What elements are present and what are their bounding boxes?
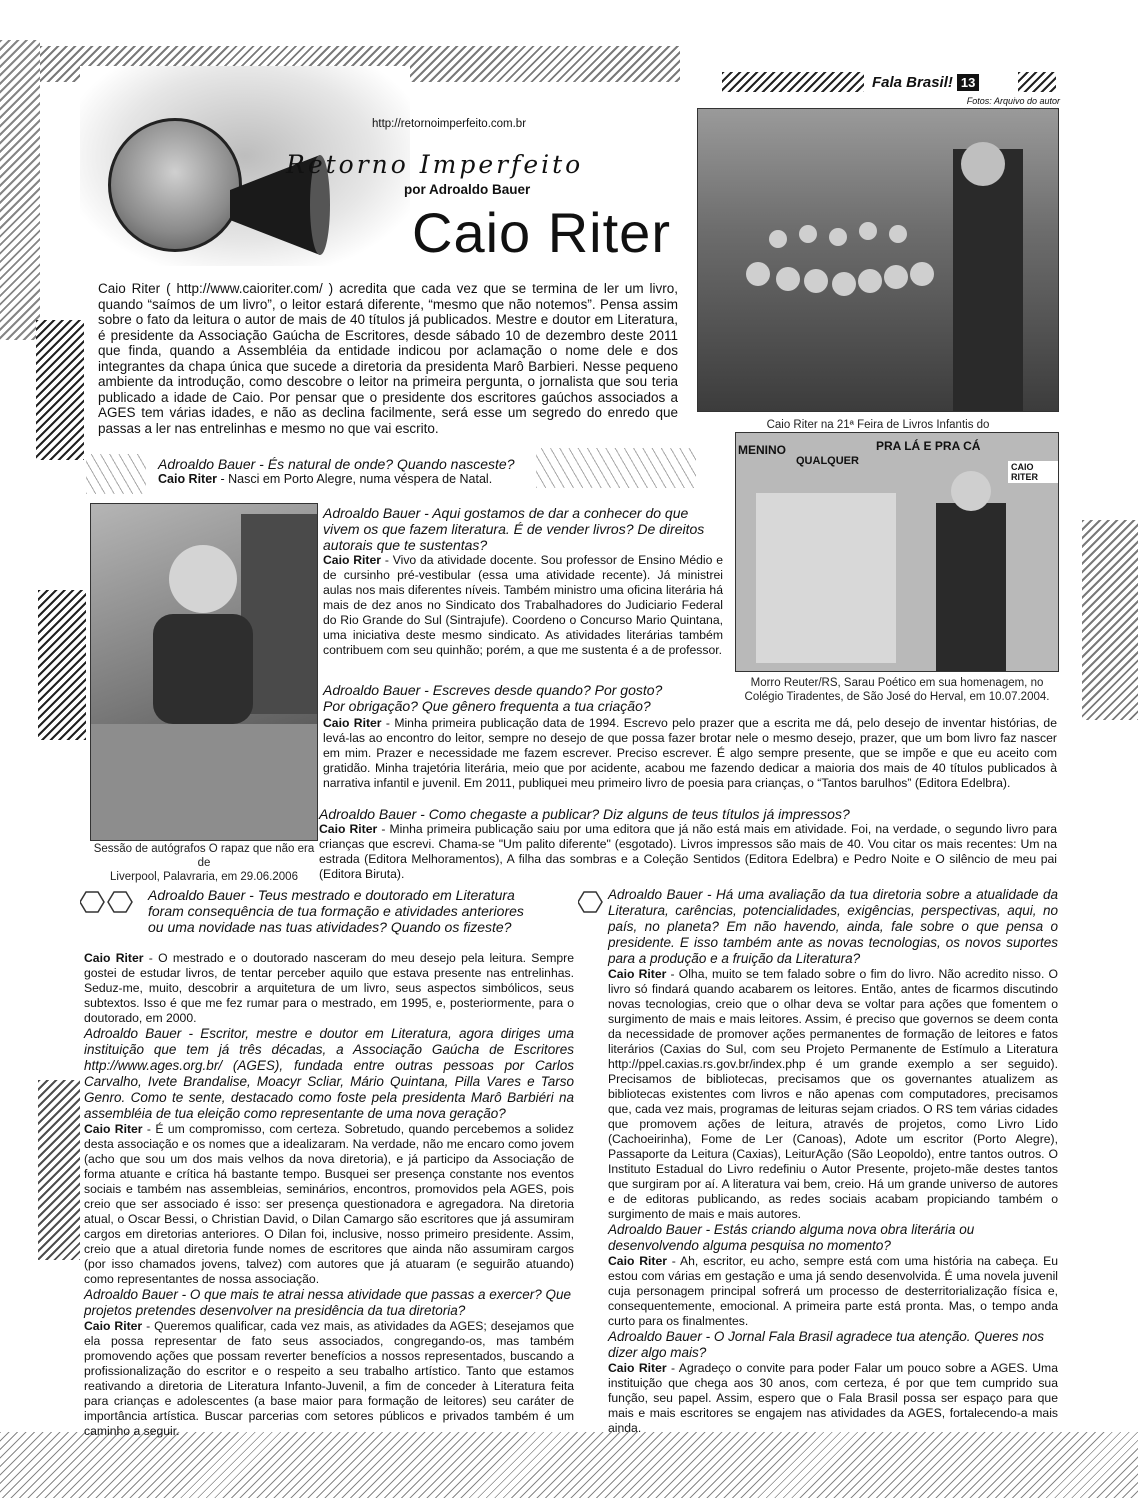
question-5: - Teus mestrado e doutorado em Literatura foram consequência de tua formação e atividades anteriores ou uma novidade nas tuas atividades? Quando os fizeste?: [148, 887, 524, 935]
crowd-figures: [698, 109, 1058, 411]
interviewee-name: Caio Riter: [323, 553, 381, 567]
header-hatch-1: [722, 72, 864, 92]
interviewer-name: Adroaldo Bauer: [323, 505, 421, 521]
left-hatch-mid: [36, 320, 84, 460]
interviewer-name: Adroaldo Bauer: [323, 682, 421, 698]
qa-4: [319, 806, 1057, 882]
answer-3: - Minha primeira publicação data de 1994. Escrevo pelo prazer que a escrita me dá, pelo desejo de inventar histórias, de levá-las ao encontro do leitor, sempre no desejo de que possa fazer brotar nele o mesmo desejo, prazer, que um bom livro faz nascer em mim. Prazer e necessidade me fazem escrever. Preciso escrever. É algo sempre presente, que se impõe e que eu aceito com gratidão. Minha trajetória literária, meio que por acidente, acabou me fazendo dedicar a maioria dos mais de 40 títulos publicados à narrativa infantil e juvenil. Em 2011, publiquei meu primeiro livro de poesia para crianças, o “Tantos barulhos” (Editora Edelbra).: [323, 716, 1057, 790]
headline: Caio Riter: [412, 201, 671, 264]
interviewee-name: Caio Riter: [608, 1361, 667, 1375]
answer-8: - Olha, muito se tem falado sobre o fim do livro. Não acredito nisso. O livro só findará quando acabarem os leitores. Então, antes de ficarmos discutindo novas tecnologias, creio que o olhar deva se voltar para ações que fomentem o surgimento de mais e mais leitores. Assim, é preciso que governos se deem conta da necessidade de promover ações permanentes de formação de leitores e fatos literários (Caxias do Sul, com seu Projeto Permanente de Estímulo a Literatura http://ppel.caxias.rs.gov.br/index.php é um grande exemplo a ser seguido). Precisamos de bibliotecas, precisamos que os governantes atualizem as bibliotecas existentes com livros e não apenas com computadores, precisamos que, cada vez mais, programas de leituras sejam criados. O RS tem várias cidades que promovem ações de leitura, através de projetos, como Livro Lido (Cachoeirinha), Fome de Ler (Canoas), Adote um escritor (Porto Alegre), Passaporte da Leitura (Caxias), LeiturAção (São Leopoldo), entre tantos outros. O Instituto Estadual do Livro redefiniu o Autor Presente, projeto-mãe destes tantos que surgiram por aí. A literatura vai bem, creio. Há um grande universo de autores e de editoras publicando, as redes sociais acabam propiciando também o surgimento de mais e mais autores.: [608, 967, 1058, 1221]
photo-book-fair: [697, 108, 1059, 412]
interviewee-name: Caio Riter: [608, 1254, 667, 1268]
author-at-table: [91, 504, 317, 840]
question-7: - O que mais te atrai nessa atividade que passas a exercer? Que projetos pretendes desenvolver na presidência da tua diretoria?: [84, 1287, 572, 1318]
section-title: Fala Brasil!: [872, 73, 953, 91]
answer-10: - Agradeço o convite para poder Falar um pouco sobre a AGES. Uma instituição que chega aos 30 anos, com certeza, é por que tem cumprido sua função, seu papel. Assim, espero que o Fala Brasil possa ser espaço para que mais e mais escritores se engajem nas atividades da AGES, fortalecendo-a mais ainda.: [608, 1361, 1058, 1435]
photo-sarau-mural: [735, 432, 1059, 672]
hexagon-icon: [80, 890, 136, 914]
answer-9: - Ah, escritor, eu acho, sempre está com uma história na cabeça. Eu estou com várias em gestação e uma já sendo desenvolvida. É uma novela juvenil cuja personagem principal sofrerá um processo de desterritorialização física e, consequentemente, emocional. A primeira parte está pronta. Mas, o tempo anda curto para os finalmentes.: [608, 1254, 1058, 1328]
right-hatch-mid: [1082, 520, 1138, 720]
question-9: - Estás criando alguma nova obra literária ou desenvolvendo alguma pesquisa no momento?: [608, 1222, 975, 1253]
answer-3-block: [323, 716, 1057, 791]
interviewee-name: Caio Riter: [84, 951, 144, 965]
answer-1: - Nasci em Porto Alegre, numa véspera de Natal.: [217, 472, 493, 486]
left-hatch-top: [0, 40, 40, 340]
photo-autograph-session: [90, 503, 318, 841]
question-2: - Aqui gostamos de dar a conhecer do que vivem os que fazem literatura. É de vender livros? De direitos autorais que te sustentas?: [323, 505, 705, 553]
hex-decor-2: [536, 448, 696, 488]
interviewer-name: Adroaldo Bauer: [319, 806, 417, 822]
left-column-body: [84, 951, 574, 1439]
interviewer-name: Adroaldo Bauer: [608, 1329, 702, 1344]
interviewee-name: Caio Riter: [608, 967, 667, 981]
interviewer-name: Adroaldo Bauer: [84, 1287, 178, 1302]
answer-7: - Queremos qualificar, cada vez mais, as atividades da AGES; desejamos que ela possa representar de fato seus associados, congregando-os, mas também promovendo ações que possam reverter benefícios a nossos representados, buscando a profissionalização do escritor e o respeito a seu trabalho artístico. Tanto que estamos reativando a diretoria de Literatura Infanto-Juvenil, a fim de conceder à Literatura feita para crianças e adolescentes (a base maior para formação de leitores) seu caráter de importância artística. Buscar parcerias com setores públicos e privados também é um caminho a seguir.: [84, 1319, 574, 1438]
photo2-caption-line1: Morro Reuter/RS, Sarau Poético em sua homenagem, no: [750, 677, 1044, 689]
interviewee-name: Caio Riter: [84, 1122, 143, 1136]
photo2-caption: [742, 676, 1052, 704]
qa-2: [323, 505, 723, 658]
header-hatch-2: [1018, 72, 1056, 92]
intro-paragraph: Caio Riter ( http://www.caioriter.com/ ) acredita que cada vez que se termina de ler um livro, quando “saímos de um livro”, o leitor estará diferente, “mesmo que não notemos”. Pensa assim sobre o fato da leitura o autor de mais de 40 títulos já publicados. Mestre e doutor em Literatura, é presidente da Associação Gaúcha de Escritores, desde sábado 10 de dezembro deste 2011 que finda, quando a Assembléia da entidade indicou por aclamação o nome dele e dos integrantes da chapa única que sucede a diretoria da presidenta Marô Barbieri. Nesse pequeno ambiente da introdução, como descobre o leitor na primeira pergunta, o jornalista que sou teria publicado a idade de Caio. Por pensar que o presidente dos escritores gaúchos associados a AGES tem várias idades, e não as declina facilmente, será esse um segredo do enredo que passas a ler nas entrelinhas e mesmo no que vai escrito.: [98, 281, 678, 436]
left-hatch-low: [38, 1080, 80, 1260]
mural-banner-1: MENINO: [738, 443, 786, 457]
interviewer-name: Adroaldo Bauer: [84, 1026, 182, 1041]
hexagon-icon-right: [578, 890, 604, 914]
interviewer-name: Adroaldo Bauer: [608, 887, 703, 902]
byline: por Adroaldo Bauer: [404, 182, 531, 197]
interviewer-name: Adroaldo Bauer: [158, 456, 256, 472]
answer-6: - É um compromisso, com certeza. Sobretudo, quando percebemos a solidez desta associação e os nomes que a idealizaram. Na verdade, não me encaro como jovem (acho que sou um dos mais velhos da nova diretoria), e já participo da Associação de forma atuante e crítica há bastante tempo. Busquei ser presença constante nos eventos sociais e também nas assembleias, seminários, encontros, promovidos pela AGES, pois creio que ser associado é isso: ser presença questionadora e agregadora. Na diretoria atual, o Oscar Bessi, o Christian David, o Dilan Camargo são escritores que já assumiram cargos em diretorias anteriores. O Dilan foi, inclusive, nosso primeiro presidente. Assim, creio que a atual diretoria funde nomes de escritores que ainda não assumiram cargos (por isso chamados jovens, talvez) com autores que já atuaram (e seguirão atuando) como representantes de nossa associação.: [84, 1122, 574, 1286]
answer-2: - Vivo da atividade docente. Sou professor de Ensino Médio e de cursinho pré-vestibular (essa uma atividade recente). Já ministrei aulas nos mais diferentes níveis. Também ministro uma oficina literária há mais de dez anos no Sindicato dos Trabalhadores do Judiciario Federal do Rio Grande do Sul (Sintrajufe). Coordeno o Concurso Mario Quintana, uma iniciativa deste mesmo sindicato. As atividades literárias também contribuem com seu quinhão; porém, a que me sustenta é a de professor.: [323, 553, 723, 657]
column-title: Retorno Imperfeito: [286, 150, 584, 179]
interviewee-name: Caio Riter: [158, 472, 218, 486]
site-url[interactable]: http://retornoimperfeito.com.br: [372, 118, 527, 130]
bottom-pattern: [0, 1432, 1138, 1498]
section-label: [872, 72, 979, 92]
question-3-block: [323, 682, 683, 714]
answer-5: - O mestrado e o doutorado nasceram do meu desejo pela leitura. Sempre gostei de estudar livros, de tentar perceber aquilo que estava presente nas entrelinhas. Seduz-me, muito, descobrir a arquitetura de um livro, seus aspectos simbólicos, seus subtextos. Isso é que me fez rumar para o mestrado, em 1995, e, posteriormente, para o doutorado, em 2000.: [84, 951, 574, 1025]
question-4: - Como chegaste a publicar? Diz alguns de teus títulos já impressos?: [416, 806, 850, 822]
photo3-caption-line1: Sessão de autógrafos O rapaz que não era de: [93, 843, 315, 869]
interviewee-name: Caio Riter: [319, 822, 378, 836]
photo3-caption-line2: Liverpool, Palavraria, em 29.06.2006: [110, 871, 298, 883]
interviewee-name: Caio Riter: [84, 1319, 143, 1333]
question-3: - Escreves desde quando? Por gosto? Por obrigação? Que gênero frequenta a tua criação?: [323, 682, 663, 714]
interviewer-name: Adroaldo Bauer: [148, 887, 246, 903]
mural-banner-2: QUALQUER: [796, 455, 859, 467]
answer-4: - Minha primeira publicação saiu por uma editora que já não está mais em atividade. Foi, na verdade, o segundo livro para crianças que escrevi. Chama-se "Um palito diferente" (esgotado). Livros impressos são mais de 40. Vou citar os mais recentes: Um na estrada (Editora Melhoramentos), A filha das sombras e a Coleção Sentidos (Editora Edelbra) e Pedro Noite e O silêncio de meu pai (Editora Biruta).: [319, 822, 1057, 881]
question-8: - Há uma avaliação da tua diretoria sobre a atualidade da Literatura, carências, potencialidades, exigências, perspectivas, aqui, no país, no planeta? Em não havendo, ainda, fale sobre o que pensa o presidente. E isso também ante as novas tecnologias, os novos suportes para a produção e a fruição da Literatura?: [608, 887, 1058, 966]
mural-sign: CAIO RITER: [1008, 461, 1058, 483]
right-column-body: [608, 887, 1058, 1436]
left-hatch-mid2: [38, 590, 86, 740]
qa-1: [158, 456, 538, 487]
photo3-caption: [86, 842, 322, 884]
photo1-caption-line1: Caio Riter na 21ª Feira de Livros Infantis do: [766, 419, 990, 431]
question-1: - És natural de onde? Quando nasceste?: [255, 456, 515, 472]
hex-decor-1: [86, 454, 146, 494]
page-number: 13: [957, 74, 979, 91]
question-5-block: [148, 887, 528, 935]
interviewer-name: Adroaldo Bauer: [608, 1222, 702, 1237]
question-6: - Escritor, mestre e doutor em Literatura, agora diriges uma instituição que tem já três décadas, a Associação Gaúcha de Escritores http://www.ages.org.br/ (AGES), fundada entre outras pessoas por Carlos Carvalho, Ivete Brandalise, Moacyr Scliar, Mário Quintana, Pilla Vares e Tarso Genro. Como te sente, destacado como foste pela presidenta Marô Barbiéri na assembléia de tua eleição como representante de uma nova geração?: [84, 1026, 574, 1121]
interviewee-name: Caio Riter: [323, 716, 382, 730]
photo2-caption-line2: Colégio Tiradentes, de São José do Herval, em 10.07.2004.: [744, 691, 1050, 703]
mural-banner-3: PRA LÁ E PRA CÁ: [876, 439, 981, 453]
question-10: - O Jornal Fala Brasil agradece tua atenção. Queres nos dizer algo mais?: [608, 1329, 1045, 1360]
photo-credit: Fotos: Arquivo do autor: [966, 96, 1060, 106]
